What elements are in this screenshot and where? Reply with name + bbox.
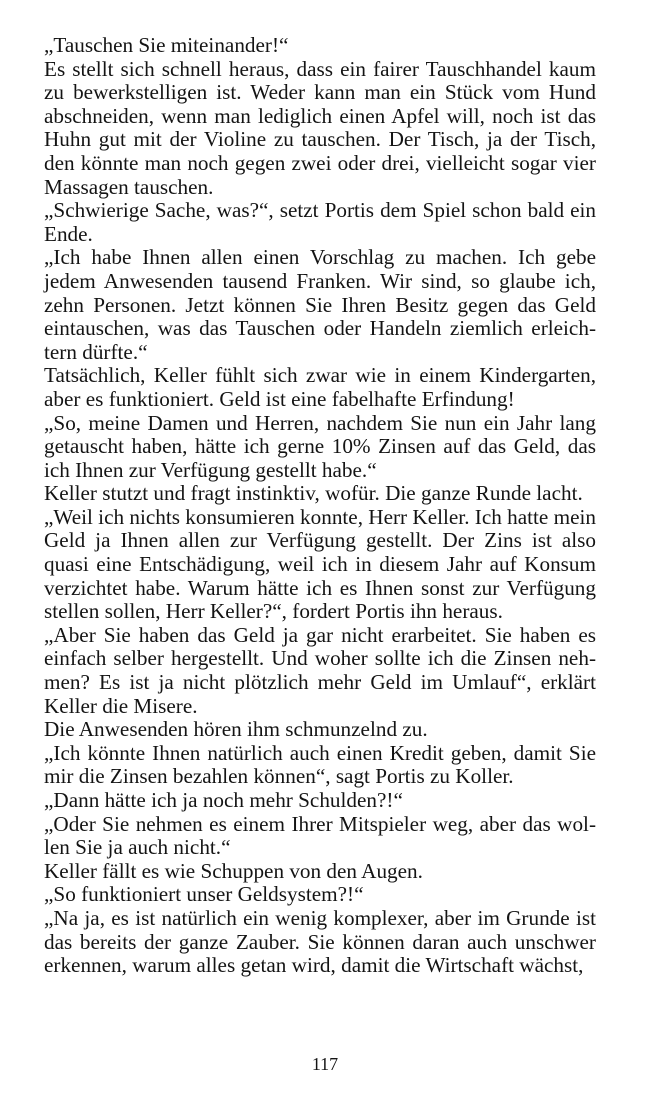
paragraph-9: „Aber Sie haben das Geld ja gar nicht erarbeitet. Sie haben es einfach selber hergestellt. Und woher sollte ich die Zinsen nehmen? Es ist ja nicht plötzlich mehr Geld im Umlauf“, erklärt Keller die Misere. (44, 622, 596, 718)
paragraph-15: „So funktioniert unser Geldsystem?!“ (44, 882, 364, 907)
paragraph-5: Tatsächlich, Keller fühlt sich zwar wie in einem Kindergarten, aber es funktioniert. Geld ist eine fabelhafte Erfindung! (44, 363, 596, 411)
body-text (44, 34, 596, 978)
paragraph-14: Keller fällt es wie Schuppen von den Augen. (44, 858, 423, 883)
paragraph-1: „Tauschen Sie miteinander!“ (44, 33, 289, 57)
paragraph-8: „Weil ich nichts konsumieren konnte, Herr Keller. Ich hatte mein Geld ja Ihnen allen zur Verfügung gestellt. Der Zins ist also quasi eine Entschädigung, weil ich in diesem Jahr auf Konsum verzichtet habe. Warum hätte ich es Ihnen sonst zur Verfügung stellen sollen, Herr Keller?“, fordert Portis ihn heraus. (44, 504, 596, 624)
paragraph-7: Keller stutzt und fragt instinktiv, wofür. Die ganze Runde lacht. (44, 481, 583, 506)
paragraph-2: Es stellt sich schnell heraus, dass ein fairer Tauschhandel kaum zu bewerkstelligen ist. Weder kann man ein Stück vom Hund abschneiden, wenn man lediglich einen Apfel will, noch ist das Huhn gut mit der Violine zu tauschen. Der Tisch, ja der Tisch, den könnte man noch gegen zwei oder drei, vielleicht sogar vier Massagen tauschen. (44, 56, 596, 199)
paragraph-11: „Ich könnte Ihnen natürlich auch einen Kredit geben, damit Sie mir die Zinsen bezahlen können“, sagt Portis zu Koller. (44, 740, 596, 789)
paragraph-6: „So, meine Damen und Herren, nachdem Sie nun ein Jahr lang getauscht haben, hätte ich gerne 10% Zinsen auf das Geld, das ich Ihnen zur Verfügung gestellt habe.“ (44, 410, 596, 482)
paragraph-4: „Ich habe Ihnen allen einen Vorschlag zu machen. Ich gebe jedem Anwesenden tausend Franken. Wir sind, so glaube ich, zehn Personen. Jetzt können Sie Ihren Besitz gegen das Geld eintauschen, was das Tauschen oder Handeln ziemlich erleichtern dürfte.“ (44, 245, 596, 364)
paragraph-16: „Na ja, es ist natürlich ein wenig komplexer, aber im Grunde ist das bereits der ganze Zauber. Sie können daran auch unschwer erkennen, warum alles getan wird, damit die Wirtschaft wächst, (44, 905, 596, 978)
page-number: 117 (311, 1054, 339, 1074)
paragraph-3: „Schwierige Sache, was?“, setzt Portis dem Spiel schon bald ein Ende. (44, 198, 596, 246)
paragraph-12: „Dann hätte ich ja noch mehr Schulden?!“ (44, 788, 403, 812)
paragraph-13: „Oder Sie nehmen es einem Ihrer Mitspieler weg, aber das wollen Sie ja auch nicht.“ (44, 811, 596, 860)
paragraph-10: Die Anwesenden hören ihm schmunzelnd zu. (44, 717, 428, 742)
